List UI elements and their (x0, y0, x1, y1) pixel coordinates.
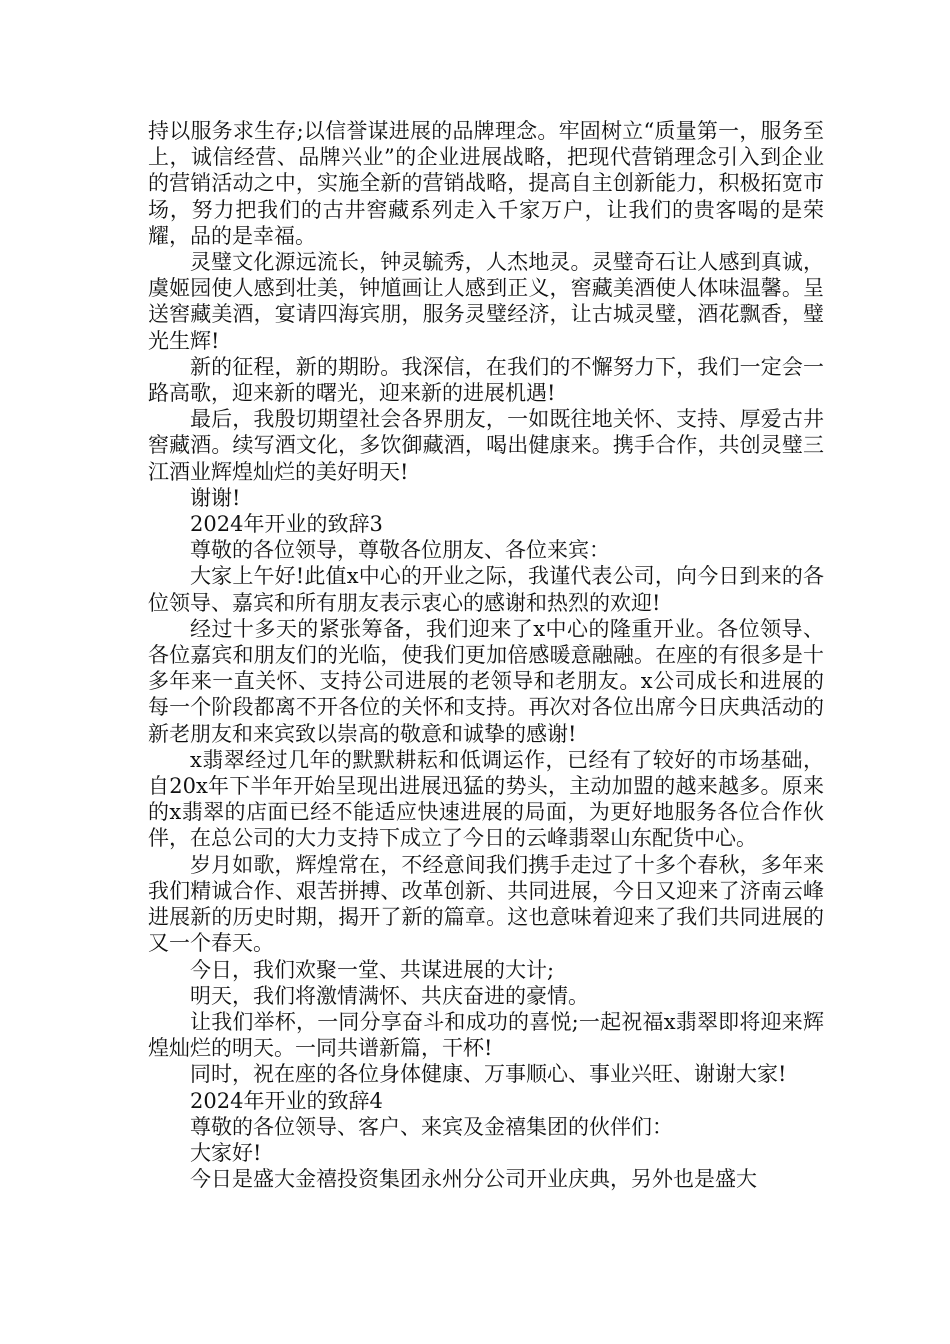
greeting-4: 大家好! (190, 1140, 262, 1165)
paragraph-4: 最后，我殷切期望社会各界朋友，一如既往地关怀、支持、厚爱古井窖藏酒。续写酒文化，多饮御藏酒，喝出健康来。携手合作，共创灵璧三江酒业辉煌灿烂的美好明天! (148, 407, 824, 484)
paragraph-8: 经过十多天的紧张筹备，我们迎来了x中心的隆重开业。各位领导、各位嘉宾和朋友们的光临，使我们更加倍感暖意融融。在座的有很多是十多年来一直关怀、支持公司进展的老领导和老朋友。x公司成长和进展的每一个阶段都离不开各位的关怀和支持。再次对各位出席今日庆典活动的新老朋友和来宾致以崇高的敬意和诚挚的感谢! (148, 616, 824, 746)
paragraph-9: x翡翠经过几年的默默耕耘和低调运作，已经有了较好的市场基础，自20x年下半年开始呈现出进展迅猛的势头，主动加盟的越来越多。原来的x翡翠的店面已经不能适应快速进展的局面，为更好地服务各位合作伙伴，在总公司的大力支持下成立了今日的云峰翡翠山东配货中心。 (148, 747, 824, 851)
section-heading-4: 2024年开业的致辞4 (190, 1088, 383, 1113)
paragraph-1: 持以服务求生存;以信誉谋进展的品牌理念。牢固树立“质量第一，服务至上，诚信经营、品牌兴业”的企业进展战略，把现代营销理念引入到企业的营销活动之中，实施全新的营销战略，提高自主创新能力，积极拓宽市场，努力把我们的古井窖藏系列走入千家万户，让我们的贵客喝的是荣耀，品的是幸福。 (148, 119, 824, 248)
paragraph-2: 灵璧文化源远流长，钟灵毓秀，人杰地灵。灵璧奇石让人感到真诚，虞姬园使人感到壮美，钟馗画让人感到正义，窖藏美酒使人体味温馨。呈送窖藏美酒，宴请四海宾朋，服务灵璧经济，让古城灵璧，酒花飘香，璧光生辉! (148, 250, 824, 353)
salutation-3: 尊敬的各位领导，尊敬各位朋友、各位来宾： (190, 538, 610, 563)
section-heading-3: 2024年开业的致辞3 (190, 512, 383, 537)
paragraph-thanks: 谢谢! (190, 485, 241, 510)
paragraph-14: 同时，祝在座的各位身体健康、万事顺心、事业兴旺、谢谢大家! (190, 1062, 787, 1087)
paragraph-11: 今日，我们欢聚一堂、共谋进展的大计; (190, 957, 555, 982)
paragraph-12: 明天，我们将激情满怀、共庆奋进的豪情。 (190, 983, 589, 1008)
paragraph-7: 大家上午好!此值x中心的开业之际，我谨代表公司，向今日到来的各位领导、嘉宾和所有朋友表示衷心的感谢和热烈的欢迎! (148, 564, 824, 615)
salutation-4: 尊敬的各位领导、客户、来宾及金禧集团的伙伴们： (190, 1114, 673, 1139)
paragraph-10: 岁月如歌，辉煌常在，不经意间我们携手走过了十多个春秋，多年来我们精诚合作、艰苦拼搏、改革创新、共同进展，今日又迎来了济南云峰进展新的历史时期，揭开了新的篇章。这也意味着迎来了我们共同进展的又一个春天。 (148, 852, 824, 956)
document-page (148, 118, 824, 1192)
paragraph-3: 新的征程，新的期盼。我深信，在我们的不懈努力下，我们一定会一路高歌，迎来新的曙光，迎来新的进展机遇! (148, 354, 824, 406)
paragraph-13: 让我们举杯，一同分享奋斗和成功的喜悦;一起祝福x翡翠即将迎来辉煌灿烂的明天。一同共谱新篇，干杯! (148, 1009, 824, 1061)
paragraph-last: 今日是盛大金禧投资集团永州分公司开业庆典，另外也是盛大 (190, 1167, 757, 1192)
